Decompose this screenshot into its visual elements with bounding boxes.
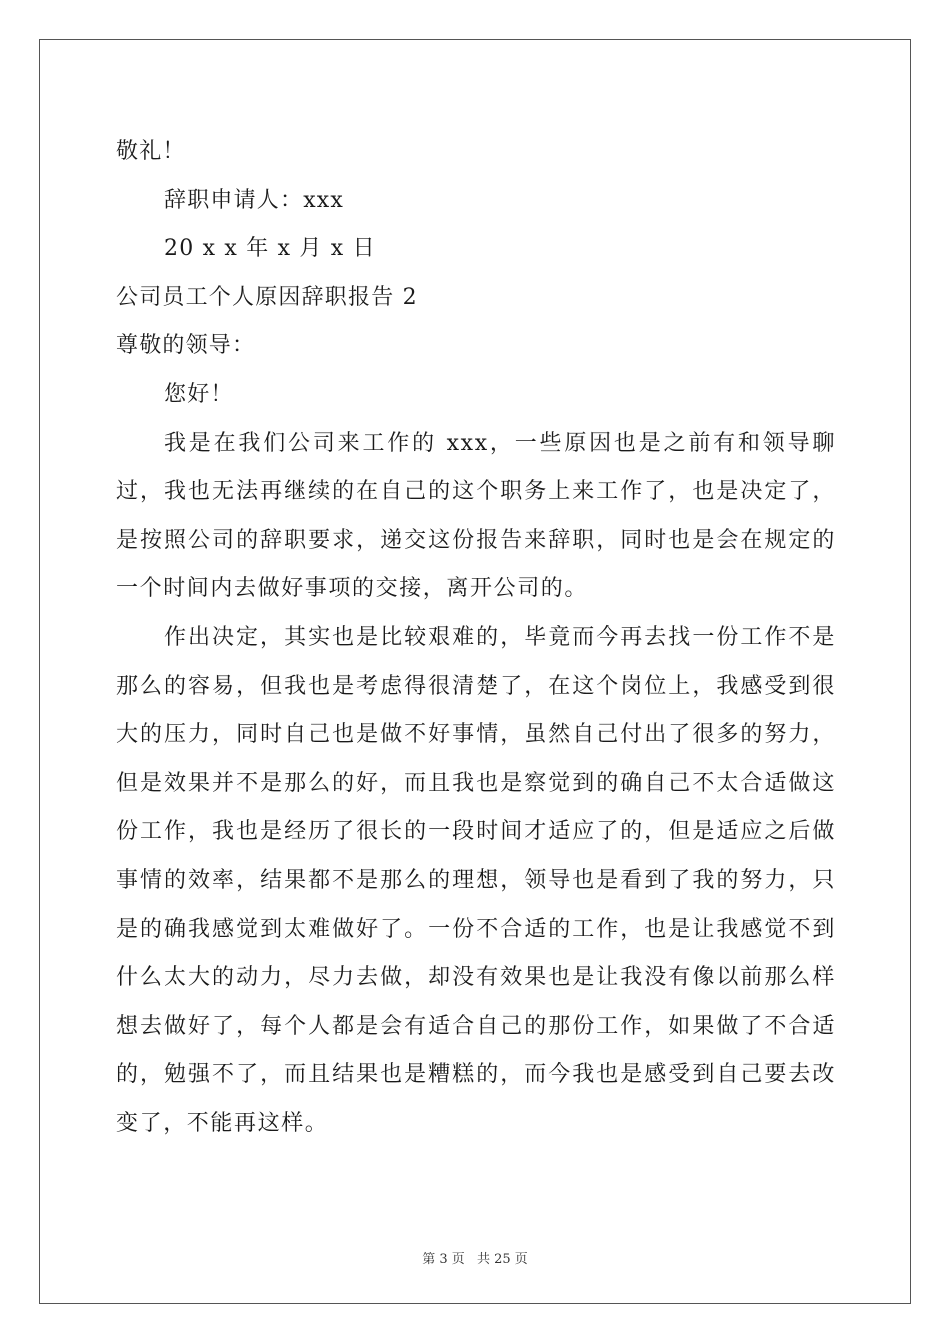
page-total: 共 25 页 [476,1252,528,1267]
body-paragraph-1: 我是在我们公司来工作的 xxx，一些原因也是之前有和领导聊过，我也无法再继续的在自己的这个职务上来工作了，也是决定了，是按照公司的辞职要求，递交这份报告来辞职，同时也是会在规定的一个时间内去做好事项的交接，离开公司的。 [116,430,836,602]
document-body [116,128,836,1148]
salutation-line: 尊敬的领导： [116,333,256,359]
section-title: 公司员工个人原因辞职报告 2 [116,284,418,310]
greeting-line: 您好！ [164,381,234,407]
body-paragraph-2: 作出决定，其实也是比较艰难的，毕竟而今再去找一份工作不是那么的容易，但我也是考虑得很清楚了，在这个岗位上，我感受到很大的压力，同时自己也是做不好事情，虽然自己付出了很多的努力，但是效果并不是那么的好，而且我也是察觉到的确自己不太合适做这份工作，我也是经历了很长的一段时间才适应了的，但是适应之后做事情的效率，结果都不是那么的理想，领导也是看到了我的努力，只是的确我感觉到太难做好了。一份不合适的工作，也是让我感觉不到什么太大的动力，尽力去做，却没有效果也是让我没有像以前那么样想去做好了，每个人都是会有适合自己的那份工作，如果做了不合适的，勉强不了，而且结果也是糟糕的，而今我也是感受到自己要去改变了，不能再这样。 [116,624,836,1136]
applicant-line: 辞职申请人：xxx [164,187,345,213]
closing-line: 敬礼！ [116,139,186,164]
date-line: 20 x x 年 x 月 x 日 [164,236,376,262]
page-number: 第 3 页 [422,1252,465,1267]
page-footer [0,1248,950,1267]
